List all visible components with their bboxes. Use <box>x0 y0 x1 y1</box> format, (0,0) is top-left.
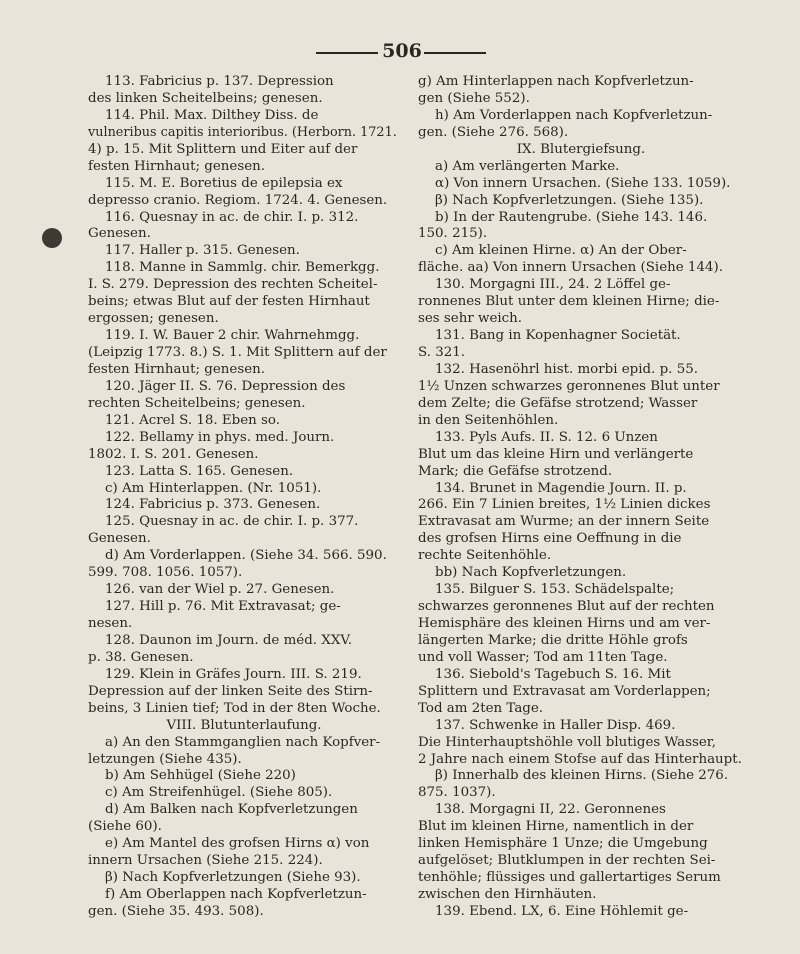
text-line: 123. Latta S. 165. Genesen. <box>88 463 294 479</box>
text-line: Tod am 2ten Tage. <box>418 700 544 716</box>
text-line: 126. van der Wiel p. 27. Genesen. <box>88 582 335 598</box>
text-line: vulneribus capitis interioribus. (Herborn. 1721. <box>88 124 397 140</box>
text-line: Extravasat am Wurme; an der innern Seite <box>418 514 710 530</box>
text-line: c) Am kleinen Hirne. α) An der Ober- <box>418 243 687 259</box>
text-line: (Leipzig 1773. 8.) S. 1. Mit Splittern auf der <box>88 345 387 360</box>
text-line: in den Seitenhöhlen. <box>418 412 559 428</box>
text-line: rechten Scheitelbeins; genesen. <box>88 395 306 411</box>
text-line: linken Hemisphäre 1 Unze; die Umgebung <box>418 836 708 852</box>
text-line: 1802. I. S. 201. Genesen. <box>88 446 259 462</box>
text-line: 120. Jäger II. S. 76. Depression des <box>88 378 346 394</box>
text-line: 150. 215). <box>418 226 488 242</box>
text-line: Mark; die Gefäfse strotzend. <box>418 463 613 479</box>
text-line: gen (Siehe 552). <box>418 90 530 106</box>
text-line: I. S. 279. Depression des rechten Scheitel- <box>88 277 378 293</box>
text-line: d) Am Balken nach Kopfverletzungen <box>88 802 358 818</box>
text-line: α) Von innern Ursachen. (Siehe 133. 1059). <box>418 175 731 191</box>
text-line: gen. (Siehe 35. 493. 508). <box>88 903 264 919</box>
text-line: 133. Pyls Aufs. II. S. 12. 6 Unzen <box>418 429 658 445</box>
text-line: 119. I. W. Bauer 2 chir. Wahrnehmgg. <box>88 328 360 344</box>
text-line: ses sehr weich. <box>418 311 523 327</box>
text-line: 114. Phil. Max. Dilthey Diss. de <box>88 107 319 123</box>
text-line: zwischen den Hirnhäuten. <box>418 887 597 902</box>
text-line: 131. Bang in Kopenhagner Societät. <box>418 328 681 344</box>
text-line: letzungen (Siehe 435). <box>88 751 242 767</box>
text-line: Hemisphäre des kleinen Hirns und am ver- <box>418 616 711 631</box>
text-line: 136. Siebold's Tagebuch S. 16. Mit <box>418 666 671 682</box>
text-line: β) Innerhalb des kleinen Hirns. (Siehe 276. <box>418 768 729 784</box>
text-line: und voll Wasser; Tod am 11ten Tage. <box>418 649 668 665</box>
left-column <box>88 74 400 921</box>
right-column <box>418 74 744 921</box>
text-line: ronnenes Blut unter dem kleinen Hirne; die- <box>418 294 720 310</box>
page-number: 506 <box>382 40 422 62</box>
text-line: 118. Manne in Sammlg. chir. Bemerkgg. <box>88 260 380 276</box>
text-line: 125. Quesnay in ac. de chir. I. p. 377. <box>88 514 359 530</box>
text-line: p. 38. Genesen. <box>88 649 194 665</box>
text-line: d) Am Vorderlappen. (Siehe 34. 566. 590. <box>88 548 387 564</box>
text-line: 137. Schwenke in Haller Disp. 469. <box>418 717 676 733</box>
text-line: 122. Bellamy in phys. med. Journ. <box>88 429 335 445</box>
text-line: e) Am Mantel des grofsen Hirns α) von <box>88 836 370 852</box>
text-line: 1½ Unzen schwarzes geronnenes Blut unter <box>418 378 720 394</box>
text-line: fläche. aa) Von innern Ursachen (Siehe 144). <box>418 260 723 276</box>
text-line: 135. Bilguer S. 153. Schädelspalte; <box>418 582 675 598</box>
text-line: 599. 708. 1056. 1057). <box>88 565 243 581</box>
text-line: g) Am Hinterlappen nach Kopfverletzun- <box>418 74 694 89</box>
text-line: (Siehe 60). <box>88 819 162 835</box>
text-line: 116. Quesnay in ac. de chir. I. p. 312. <box>88 209 359 225</box>
text-line: 117. Haller p. 315. Genesen. <box>88 243 300 259</box>
text-line: 139. Ebend. LX, 6. Eine Höhlemit ge- <box>418 903 689 919</box>
text-line: h) Am Vorderlappen nach Kopfverletzun- <box>418 107 713 123</box>
text-line: Depression auf der linken Seite des Stirn- <box>88 683 373 699</box>
text-line: des grofsen Hirns eine Oeffnung in die <box>418 531 682 547</box>
text-line: β) Nach Kopfverletzungen (Siehe 93). <box>88 870 361 886</box>
text-line: 127. Hill p. 76. Mit Extravasat; ge- <box>88 599 341 615</box>
text-line: rechte Seitenhöhle. <box>418 548 552 564</box>
text-line: 130. Morgagni III., 24. 2 Löffel ge- <box>418 277 671 293</box>
text-line: tenhöhle; flüssiges und gallertartiges Serum <box>418 870 721 886</box>
text-line: b) In der Rautengrube. (Siehe 143. 146. <box>418 209 708 225</box>
text-line: 129. Klein in Gräfes Journ. III. S. 219. <box>88 666 362 682</box>
text-line: Genesen. <box>88 531 151 547</box>
text-line: festen Hirnhaut; genesen. <box>88 158 266 174</box>
text-line: 2 Jahre nach einem Stofse auf das Hinterhaupt. <box>418 751 742 767</box>
text-line: Blut im kleinen Hirne, namentlich in der <box>418 819 694 835</box>
text-line: gen. (Siehe 276. 568). <box>418 124 569 140</box>
text-line: des linken Scheitelbeins; genesen. <box>88 90 323 106</box>
text-line: längerten Marke; die dritte Höhle grofs <box>418 632 688 648</box>
text-line: bb) Nach Kopfverletzungen. <box>418 565 627 581</box>
text-line: Splittern und Extravasat am Vorderlappen; <box>418 683 711 699</box>
text-line: a) An den Stammganglien nach Kopfver- <box>88 734 381 750</box>
text-line: S. 321. <box>418 345 466 360</box>
text-line: f) Am Oberlappen nach Kopfverletzun- <box>88 887 367 902</box>
text-line: 132. Hasenöhrl hist. morbi epid. p. 55. <box>418 361 698 377</box>
text-line: Blut um das kleine Hirn und verlängerte <box>418 446 694 462</box>
text-line: 124. Fabricius p. 373. Genesen. <box>88 497 321 513</box>
section-heading: VIII. Blutunterlaufung. <box>166 717 322 733</box>
text-line: 266. Ein 7 Linien breites, 1½ Linien dickes <box>418 497 711 513</box>
text-line: 875. 1037). <box>418 785 496 801</box>
header-rule-left <box>316 52 378 54</box>
text-line: nesen. <box>88 616 133 631</box>
text-line: 138. Morgagni II, 22. Geronnenes <box>418 802 666 818</box>
text-line: 113. Fabricius p. 137. Depression <box>88 74 334 89</box>
text-line: ergossen; genesen. <box>88 311 219 327</box>
text-line: festen Hirnhaut; genesen. <box>88 361 266 377</box>
text-line: innern Ursachen (Siehe 215. 224). <box>88 853 323 869</box>
text-line: Die Hinterhauptshöhle voll blutiges Wasser, <box>418 734 716 750</box>
text-line: 134. Brunet in Magendie Journ. II. p. <box>418 480 687 496</box>
section-heading: IX. Blutergiefsung. <box>516 141 646 157</box>
text-line: 121. Acrel S. 18. Eben so. <box>88 412 280 428</box>
text-line: c) Am Hinterlappen. (Nr. 1051). <box>88 480 322 496</box>
text-line: beins, 3 Linien tief; Tod in der 8ten Woche. <box>88 700 381 716</box>
text-line: 115. M. E. Boretius de epilepsia ex <box>88 175 343 191</box>
text-line: 128. Daunon im Journ. de méd. XXV. <box>88 632 352 648</box>
text-line: b) Am Sehhügel (Siehe 220) <box>88 768 296 784</box>
header-rule-right <box>424 52 486 54</box>
text-line: dem Zelte; die Gefäfse strotzend; Wasser <box>418 395 698 411</box>
text-line: β) Nach Kopfverletzungen. (Siehe 135). <box>418 192 704 208</box>
text-line: 4) p. 15. Mit Splittern und Eiter auf der <box>88 141 358 157</box>
text-line: a) Am verlängerten Marke. <box>418 158 620 174</box>
text-line: c) Am Streifenhügel. (Siehe 805). <box>88 785 333 801</box>
text-line: schwarzes geronnenes Blut auf der rechten <box>418 599 715 615</box>
text-line: depresso cranio. Regiom. 1724. 4. Genesen. <box>88 192 388 208</box>
text-line: beins; etwas Blut auf der festen Hirnhaut <box>88 294 370 310</box>
text-line: aufgelöset; Blutklumpen in der rechten Sei- <box>418 853 716 869</box>
page-header <box>0 40 800 68</box>
text-line: Genesen. <box>88 226 151 242</box>
ink-blot <box>42 228 62 248</box>
